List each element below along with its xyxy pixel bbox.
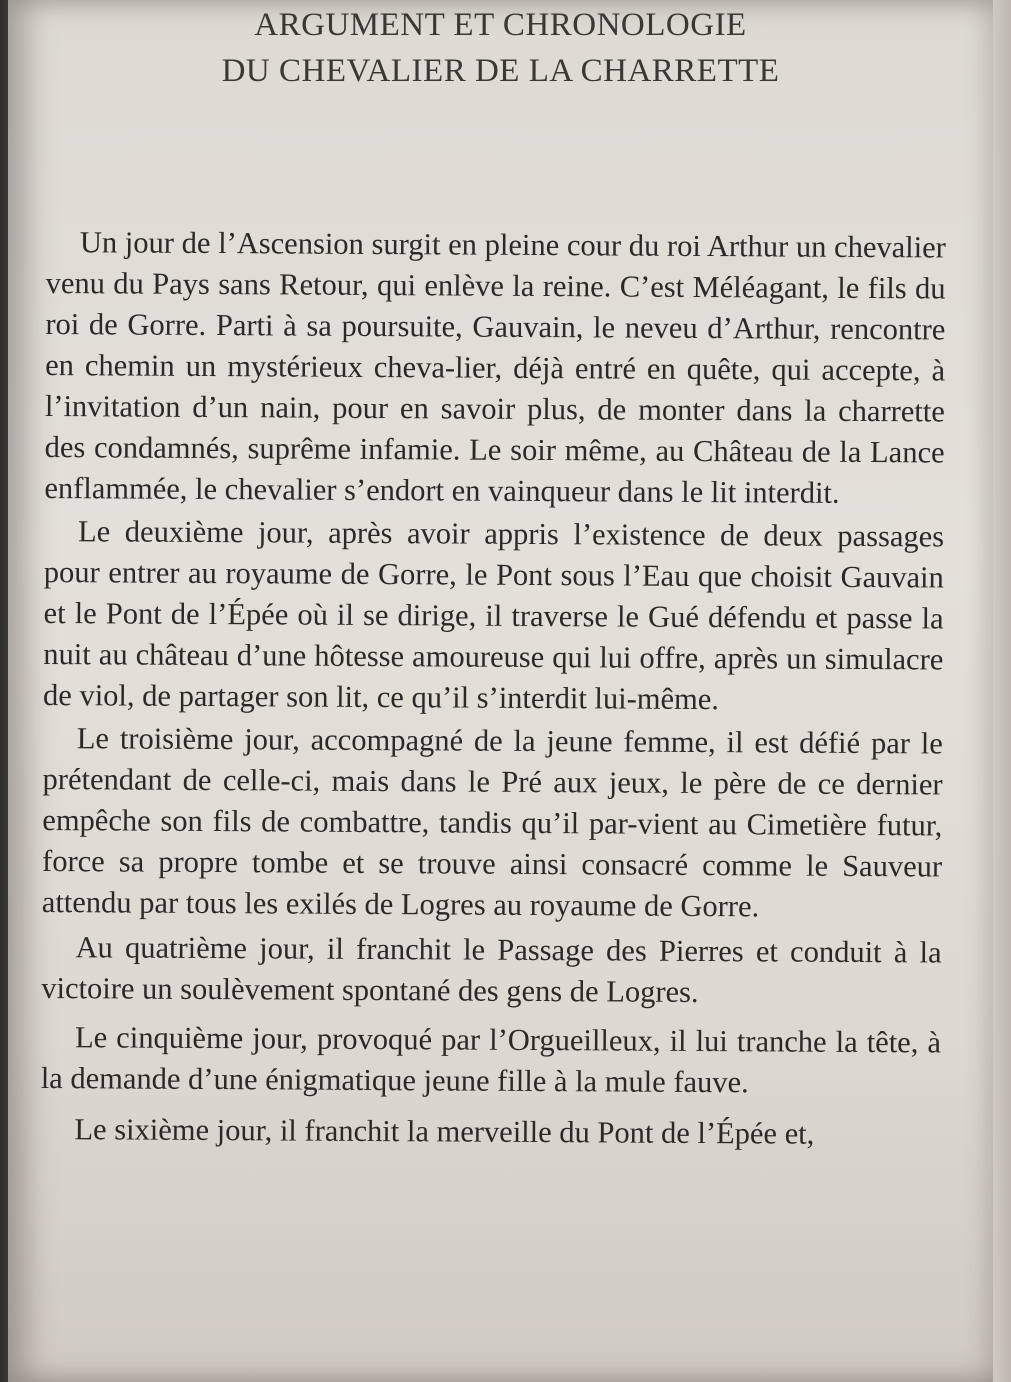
- paragraph-5: Le cinquième jour, provoqué par l’Orgueilleux, il lui tranche la tête, à la demande d’une énigmatique jeune fille à la mule fauve.: [40, 1020, 942, 1100]
- paragraph-4: Au quatrième jour, il franchit le Passage des Pierres et conduit à la victoire un soulèvement spontané des gens de Logres.: [41, 930, 942, 1010]
- book-page: [8, 0, 993, 1382]
- paragraph-3: Le troisième jour, accompagné de la jeune femme, il est défié par le prétendant de celle-ci, mais dans le Pré aux jeux, le père de ce dernier empêche son fils de combattre, tandis qu’il par-vient au Cimetière futur, force sa propre tombe et se trouve ainsi consacré comme le Sauveur attendu par tous les exilés de Logres au royaume de Gorre.: [41, 721, 943, 924]
- paragraph-1: Un jour de l’Ascension surgit en pleine cour du roi Arthur un chevalier venu du Pays sans Retour, qui enlève la reine. C’est Méléagant, le fils du roi de Gorre. Parti à sa poursuite, Gauvain, le neveu d’Arthur, rencontre en chemin un mystérieux cheva-lier, déjà entré en quête, qui accepte, à l’invitation d’un nain, pour en savoir plus, de monter dans la charrette des condamnés, suprême infamie. Le soir même, au Château de la Lance enflammée, le chevalier s’endort en vainqueur dans le lit interdit.: [44, 225, 946, 510]
- body-text: [40, 222, 946, 1155]
- chapter-title-line-1: ARGUMENT ET CHRONOLOGIE: [254, 7, 747, 43]
- chapter-title: [8, 2, 993, 94]
- paragraph-2: Le deuxième jour, après avoir appris l’existence de deux passages pour entrer au royaume de Gorre, le Pont sous l’Eau que choisit Gauvain et le Pont de l’Épée où il se dirige, il traverse le Gué défendu et passe la nuit au château d’une hôtesse amoureuse qui lui offre, après un simulacre de viol, de partager son lit, ce qu’il s’interdit lui-même.: [43, 514, 945, 717]
- paragraph-6: Le sixième jour, il franchit la merveille du Pont de l’Épée et,: [74, 1112, 815, 1151]
- chapter-title-line-2: DU CHEVALIER DE LA CHARRETTE: [221, 53, 780, 89]
